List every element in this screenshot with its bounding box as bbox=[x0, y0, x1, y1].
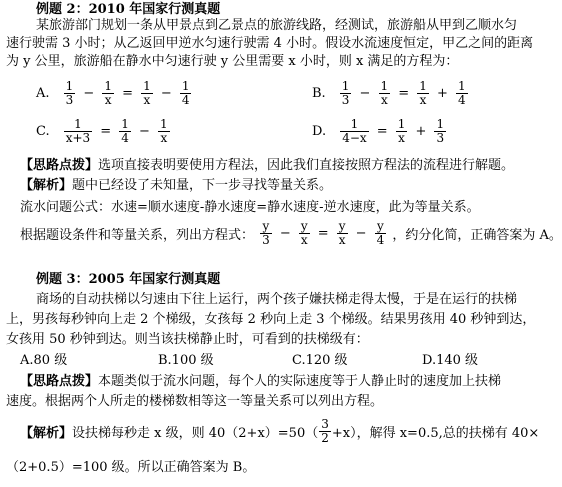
example-2-equation-line: 根据题设条件和等量关系，列出方程式： $\frac{y}{3}$ − $\frac{y}{x}$ = $\frac{y}{x}$ − $\frac{y}{4}$ ，约分化简，正确答案为 A。 bbox=[20, 219, 562, 247]
fraction: $\frac{1}{4}$ bbox=[121, 117, 129, 145]
fraction: $\frac{1}{x}$ bbox=[104, 79, 112, 107]
example-2-formula: 流水问题公式：水速=顺水速度-静水速度=静水速度-逆水速度，此为等量关系。 bbox=[20, 200, 480, 215]
fraction: $\frac{1}{3}$ bbox=[65, 79, 74, 107]
example-3-analysis: 【解析】设扶梯每秒走 x 级，则 40（2+x）=50（ $\frac{3}{2}$ +x），解得 x=0.5,总的扶梯有 40× bbox=[20, 417, 540, 445]
option-d: D. $\frac{1}{4-x}$ = $\frac{1}{x}$ + $\frac{1}{3}$ bbox=[312, 117, 445, 145]
example-3-paragraph-line: 商场的自动扶梯以匀速由下往上运行，两个孩子嫌扶梯走得太慢，于是在运行的扶梯 bbox=[36, 292, 518, 307]
option-a: A. $\frac{1}{3}$ − $\frac{1}{x}$ = $\frac{1}{x}$ − $\frac{1}{4}$ bbox=[36, 79, 190, 107]
fraction: $\frac{3}{2}$ bbox=[321, 417, 329, 445]
fraction: $\frac{1}{3}$ bbox=[436, 117, 445, 145]
fraction: $\frac{1}{x}$ bbox=[419, 79, 427, 107]
example-2-analysis: 【解析】题中已经设了未知量，下一步寻找等量关系。 bbox=[20, 178, 333, 193]
example-3-hint-line-2: 速度。根据两个人所走的楼梯数相等这一等量关系可以列出方程。 bbox=[6, 394, 384, 409]
fraction: $\frac{1}{x}$ bbox=[160, 117, 168, 145]
example-3-option-d: D.140 级 bbox=[422, 353, 479, 368]
fraction: $\frac{y}{4}$ bbox=[376, 219, 385, 247]
fraction: $\frac{1}{4}$ bbox=[181, 79, 190, 107]
example-3-option-c: C.120 级 bbox=[292, 353, 348, 368]
option-b-label: B. bbox=[312, 86, 326, 101]
example-3-paragraph-line: 上，男孩每秒钟向上走 2 个梯级，女孩每 2 秒向上走 3 个梯级。结果男孩用 40 秒钟到达， bbox=[6, 312, 536, 327]
fraction: $\frac{y}{x}$ bbox=[338, 219, 346, 247]
fraction: $\frac{1}{x}$ bbox=[380, 79, 389, 107]
option-a-label: A. bbox=[36, 86, 50, 101]
fraction: $\frac{1}{x+3}$ bbox=[65, 117, 91, 145]
fraction: $\frac{1}{4}$ bbox=[457, 79, 466, 107]
example-2-paragraph-line: 为 y 公里，旅游船在静水中匀速行驶 y 公里需要 x 小时，则 x 满足的方程为： bbox=[6, 54, 459, 69]
example-2-title: 例题 2：2010 年国家行测真题 bbox=[36, 2, 221, 17]
fraction: $\frac{1}{4-x}$ bbox=[342, 117, 367, 145]
option-d-label: D. bbox=[312, 124, 327, 139]
example-2-paragraph-line: 某旅游部门规划一条从甲景点到乙景点的旅游线路，经测试，旅游船从甲到乙顺水匀 bbox=[36, 18, 518, 33]
example-3-option-b: B.100 级 bbox=[158, 353, 214, 368]
fraction: $\frac{1}{x}$ bbox=[397, 117, 406, 145]
example-3-hint: 【思路点拨】本题类似于流水问题，每个人的实际速度等于人静止时的速度加上扶梯 bbox=[20, 374, 502, 389]
option-c: C. $\frac{1}{x+3}$ = $\frac{1}{4}$ − $\frac{1}{x}$ bbox=[36, 117, 168, 145]
option-b: B. $\frac{1}{3}$ − $\frac{1}{x}$ = $\frac{1}{x}$ + $\frac{1}{4}$ bbox=[312, 79, 466, 107]
fraction: $\frac{1}{x}$ bbox=[143, 79, 151, 107]
fraction: $\frac{1}{3}$ bbox=[341, 79, 350, 107]
example-3-analysis-line-2: （2+0.5）=100 级。所以正确答案为 B。 bbox=[6, 460, 256, 475]
example-2-paragraph-line: 速行驶需 3 小时；从乙返回甲逆水匀速行驶需 4 小时。假设水流速度恒定，甲乙之间的距离 bbox=[6, 36, 534, 51]
example-3-paragraph-line: 女孩用 50 秒钟到达。则当该扶梯静止时，可看到的扶梯级有： bbox=[6, 332, 369, 347]
option-c-label: C. bbox=[36, 124, 50, 139]
example-3-option-a: A.80 级 bbox=[20, 353, 68, 368]
example-3-title: 例题 3：2005 年国家行测真题 bbox=[36, 272, 221, 287]
fraction: $\frac{y}{3}$ bbox=[262, 219, 270, 247]
fraction: $\frac{y}{x}$ bbox=[300, 219, 308, 247]
example-2-hint: 【思路点拨】选项直接表明要使用方程法，因此我们直接按照方程法的流程进行解题。 bbox=[20, 158, 515, 173]
